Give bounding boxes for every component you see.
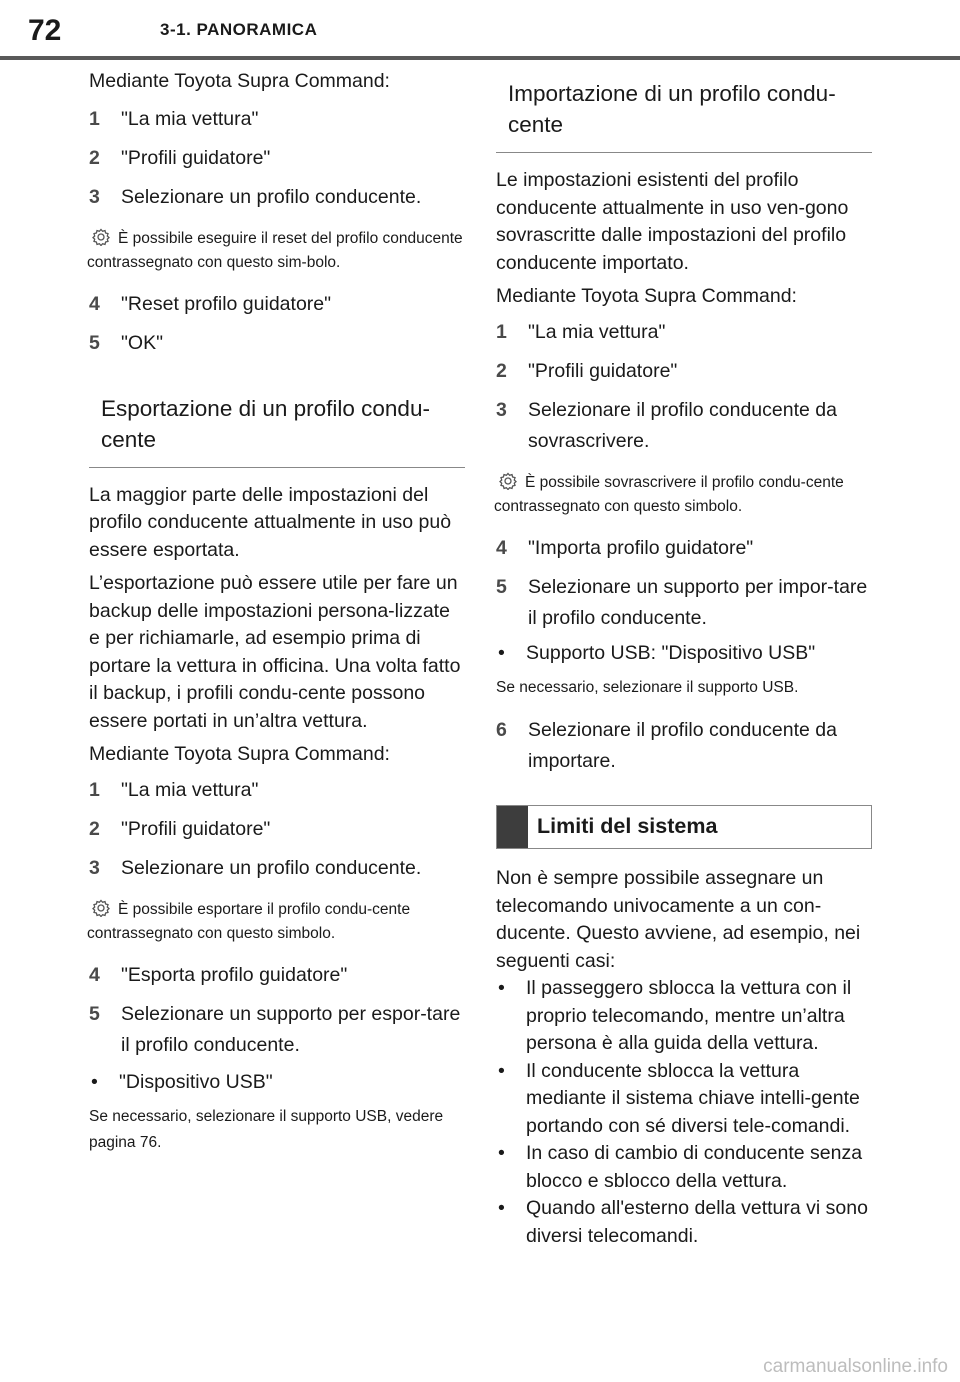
heading-bar	[497, 806, 528, 848]
step-text: Selezionare un profilo conducente.	[121, 185, 422, 208]
bullet-item	[89, 1069, 465, 1097]
export-paragraph: La maggior parte delle impostazioni del profilo conducente attualmente in uso può essere esportata.	[89, 483, 452, 561]
intro-text: Mediante Toyota Supra Command:	[89, 743, 390, 765]
note-text: È possibile eseguire il reset del profilo conducente contrassegnato con questo sim-bolo.	[87, 229, 463, 271]
bullet-dot: •	[498, 1059, 505, 1082]
step-number: 4	[496, 536, 507, 559]
settings-note	[494, 471, 872, 519]
usb-note: Se necessario, selezionare il supporto USB.	[496, 679, 799, 696]
step-text: "OK"	[121, 331, 164, 354]
bullet-item	[496, 640, 872, 668]
note-text: È possibile esportare il profilo condu-cente contrassegnato con questo simbolo.	[87, 900, 411, 942]
usb-note: Se necessario, selezionare il supporto USB, vedere pagina 76.	[89, 1108, 444, 1151]
bullet-item	[496, 1058, 872, 1141]
step	[89, 814, 465, 845]
step	[89, 960, 465, 991]
bullet-dot: •	[498, 1197, 505, 1219]
bullet-text: Il passeggero sblocca la vettura con il proprio telecomando, mentre un’altra persona è alla guida della vettura.	[526, 977, 852, 1054]
step-number: 4	[89, 963, 100, 986]
bullet-text: Il conducente sblocca la vettura mediante il sistema chiave intelli-gente portando con sé diversi tele-comandi.	[526, 1059, 860, 1137]
step	[89, 853, 465, 884]
gear-icon	[90, 899, 112, 917]
step-text: Selezionare un supporto per impor-tare il profilo conducente.	[528, 575, 868, 629]
bullet-dot: •	[498, 641, 505, 664]
step-number: 5	[89, 1002, 100, 1025]
step-number: 2	[89, 146, 100, 169]
settings-note	[87, 898, 465, 946]
section-title: 3-1. PANORAMICA	[160, 20, 318, 39]
step-text: "La mia vettura"	[121, 107, 259, 130]
step	[89, 143, 465, 174]
bullet-item	[496, 1195, 872, 1250]
bullet-text: In caso di cambio di conducente senza blocco e sblocco della vettura.	[526, 1142, 863, 1192]
step-number: 3	[89, 185, 100, 208]
import-heading: Importazione di un profilo condu-cente	[496, 74, 872, 153]
note-text: È possibile sovrascrivere il profilo condu-cente contrassegnato con questo simbolo.	[494, 473, 844, 515]
watermark: carmanualsonline.info	[763, 1356, 948, 1377]
step	[89, 999, 465, 1061]
step-text: "Profili guidatore"	[121, 146, 271, 169]
limits-heading-box	[496, 805, 872, 849]
step	[496, 533, 872, 564]
gear-icon	[497, 472, 519, 490]
step	[89, 775, 465, 806]
step-text: "Reset profilo guidatore"	[121, 292, 332, 315]
step	[89, 328, 465, 359]
step-text: Selezionare un supporto per espor-tare il profilo conducente.	[121, 1002, 461, 1056]
step	[496, 317, 872, 348]
step-text: "La mia vettura"	[121, 778, 259, 801]
bullet-text: "Dispositivo USB"	[119, 1070, 273, 1093]
step-number: 3	[496, 398, 507, 421]
step-number: 3	[89, 856, 100, 879]
step	[89, 182, 465, 213]
limits-paragraph: Non è sempre possibile assegnare un telecomando univocamente a un con-ducente. Questo avviene, ad esempio, nei seguenti casi:	[496, 867, 861, 972]
export-paragraph: L’esportazione può essere utile per fare un backup delle impostazioni persona-lizzate e per richiamarle, ad esempio prima di portare la vettura in officina. Una volta fatto il backup, i profili condu-cente possono essere portati in un’altra vettura.	[89, 572, 461, 732]
step-text: Selezionare il profilo conducente da importare.	[528, 719, 837, 772]
bullet-text: Quando all'esterno della vettura vi sono diversi telecomandi.	[526, 1197, 868, 1247]
step-text: "La mia vettura"	[528, 320, 666, 343]
step	[496, 395, 872, 457]
step	[89, 289, 465, 320]
step-text: Selezionare un profilo conducente.	[121, 856, 422, 879]
step-number: 1	[89, 778, 100, 801]
limits-heading: Limiti del sistema	[537, 814, 718, 838]
bullet-item	[496, 975, 872, 1058]
right-column	[496, 74, 872, 1250]
step-number: 4	[89, 292, 100, 315]
page-header	[0, 0, 960, 62]
step-number: 6	[496, 719, 507, 741]
bullet-text: Supporto USB: "Dispositivo USB"	[526, 641, 816, 664]
step	[89, 104, 465, 135]
step-number: 5	[89, 331, 100, 354]
step-text: "Importa profilo guidatore"	[528, 536, 754, 559]
step	[496, 356, 872, 387]
page-number: 72	[28, 14, 62, 47]
bullet-item	[496, 1140, 872, 1195]
step-text: "Profili guidatore"	[121, 817, 271, 840]
bullet-dot: •	[91, 1070, 98, 1093]
step	[496, 715, 872, 777]
step-text: "Esporta profilo guidatore"	[121, 963, 348, 986]
intro-text: Mediante Toyota Supra Command:	[89, 70, 390, 92]
step-number: 1	[89, 107, 100, 130]
left-column	[89, 68, 465, 1164]
step-number: 5	[496, 575, 507, 598]
step-number: 2	[89, 817, 100, 840]
header-rule	[0, 56, 960, 60]
step-text: "Profili guidatore"	[528, 359, 678, 382]
step-number: 1	[496, 320, 507, 343]
export-heading: Esportazione di un profilo condu-cente	[89, 385, 465, 468]
bullet-dot: •	[498, 1142, 505, 1164]
gear-icon	[90, 228, 112, 246]
step	[496, 572, 872, 634]
settings-note	[87, 227, 465, 275]
intro-text: Mediante Toyota Supra Command:	[496, 285, 797, 307]
import-paragraph: Le impostazioni esistenti del profilo conducente attualmente in uso ven-gono sovrascritte dalle impostazioni del profilo conducente importato.	[496, 169, 849, 274]
bullet-dot: •	[498, 977, 505, 999]
step-text: Selezionare il profilo conducente da sovrascrivere.	[528, 398, 837, 452]
step-number: 2	[496, 359, 507, 382]
